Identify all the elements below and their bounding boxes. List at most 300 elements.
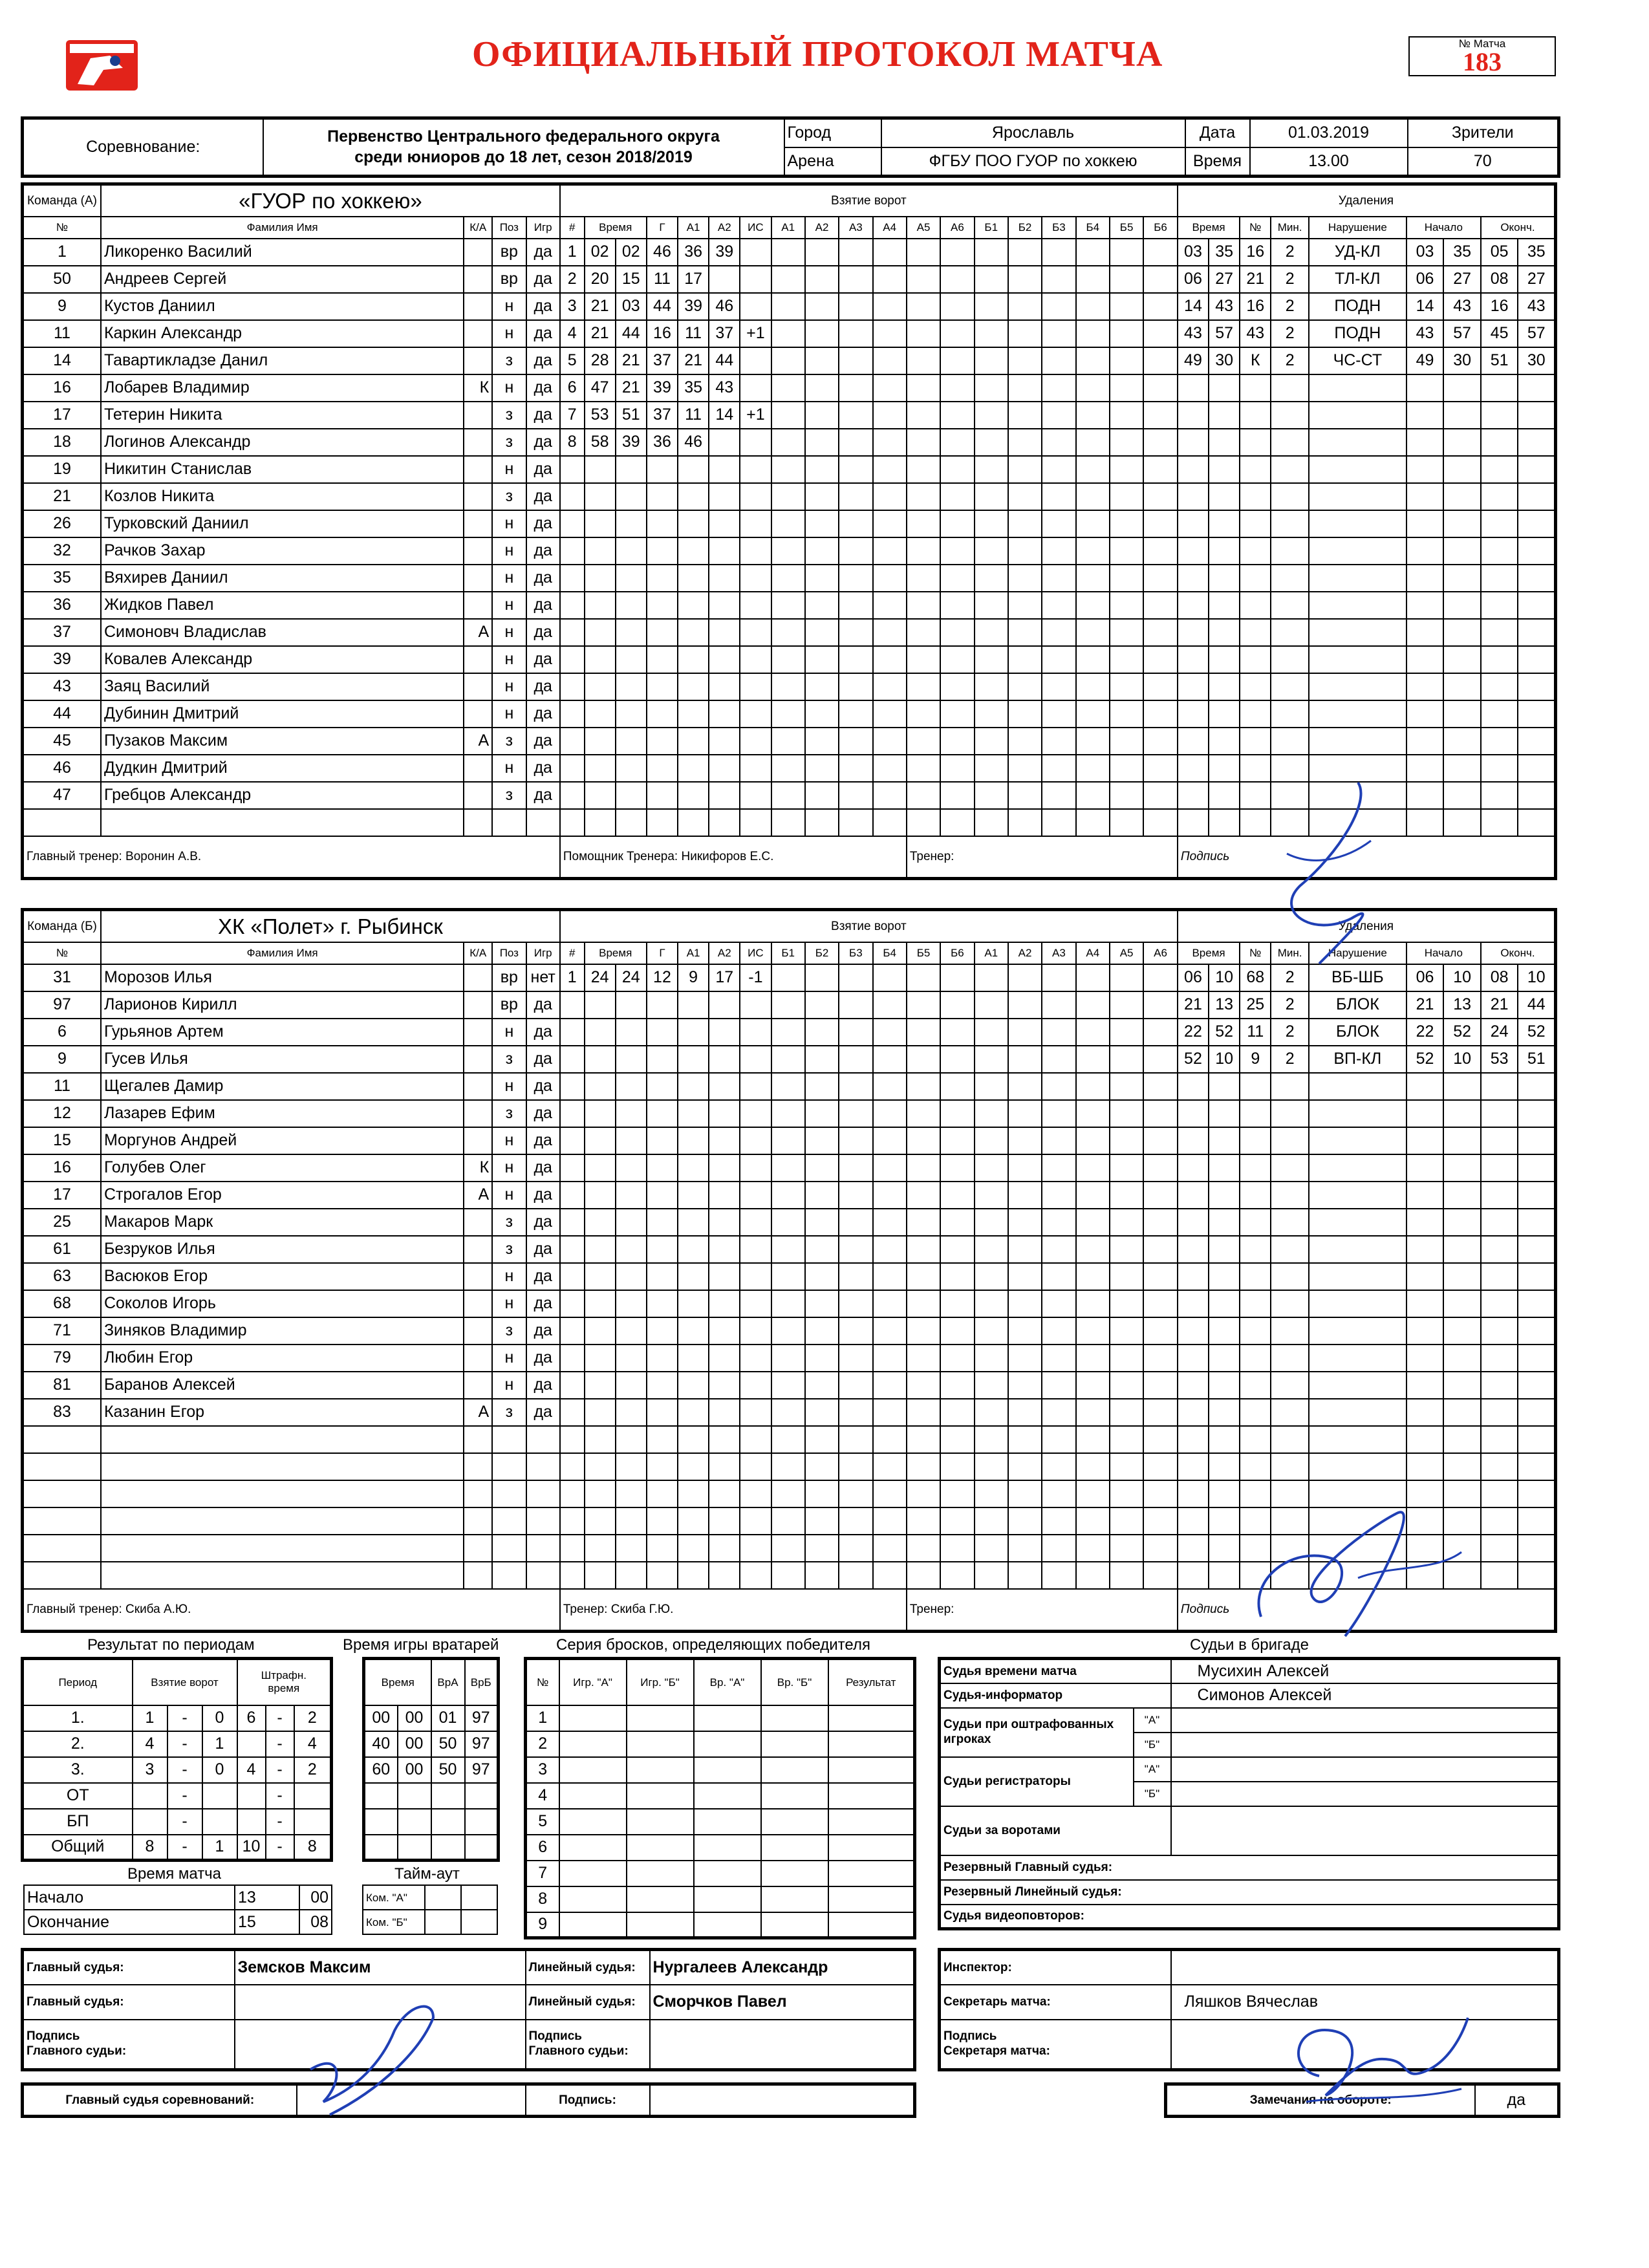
pen-violation: [1309, 1399, 1406, 1426]
onice-cell: [771, 646, 805, 673]
onice-cell: [1008, 456, 1042, 483]
pen-min: [1178, 429, 1209, 456]
pen-violation: [1309, 1453, 1406, 1480]
onice-cell: [1110, 1317, 1143, 1345]
onice-cell: [771, 700, 805, 728]
player-name: Заяц Василий: [101, 673, 464, 700]
onice-cell: [975, 347, 1008, 374]
onice-cell: [940, 266, 974, 293]
player-name: Андреев Сергей: [101, 266, 464, 293]
onice-cell: [1042, 1209, 1075, 1236]
onice-cell: [839, 728, 872, 755]
pen-player: [1240, 402, 1271, 429]
pen-player: [1240, 510, 1271, 537]
goal-assist-2: 44: [709, 347, 740, 374]
date-label: Дата: [1185, 118, 1250, 147]
onice-cell: [1042, 239, 1075, 266]
goal-scorer: [647, 1535, 678, 1562]
onice-cell: [1076, 320, 1110, 347]
onice-cell: [975, 673, 1008, 700]
onice-cell: [1143, 1019, 1178, 1046]
goal-scorer: [647, 619, 678, 646]
onice-cell: [1110, 1290, 1143, 1317]
pen-start-min: 52: [1406, 1046, 1444, 1073]
onice-cell: [975, 239, 1008, 266]
pen-minutes: [1271, 592, 1309, 619]
player-position: [492, 1535, 526, 1562]
onice-cell: [873, 1317, 907, 1345]
end-hours: 15: [235, 1910, 299, 1934]
player-position: н: [492, 1372, 526, 1399]
onice-cell: [975, 1100, 1008, 1127]
onice-cell: [1076, 483, 1110, 510]
pen-player: [1240, 728, 1271, 755]
goal-situation: [740, 456, 771, 483]
end-label: Окончание: [24, 1910, 235, 1934]
onice-cell: [907, 700, 940, 728]
player-position: н: [492, 1290, 526, 1317]
onice-cell: [873, 619, 907, 646]
goal-assist-2: 17: [709, 964, 740, 991]
goal-assist-2: [709, 1317, 740, 1345]
onice-cell: [907, 374, 940, 402]
pen-start-min: [1406, 1127, 1444, 1154]
pen-violation: ЧС-СТ: [1309, 347, 1406, 374]
player-number: 83: [23, 1399, 101, 1426]
pen-start-sec: [1443, 700, 1481, 728]
reserve-line-label: Резервный Линейный судья:: [940, 1880, 1559, 1905]
onice-cell: [1076, 673, 1110, 700]
pen-start-min: [1406, 728, 1444, 755]
pen-min: [1178, 1182, 1209, 1209]
gk-cell: 01: [431, 1705, 465, 1731]
col-pen-min: Мин.: [1271, 942, 1309, 964]
onice-cell: [975, 320, 1008, 347]
pen-sec: [1209, 402, 1240, 429]
onice-cell: [771, 1345, 805, 1372]
onice-cell: [1008, 1345, 1042, 1372]
gk-cell: 00: [398, 1731, 431, 1757]
player-role: [464, 646, 492, 673]
onice-cell: [940, 755, 974, 782]
pen-start-sec: [1443, 1182, 1481, 1209]
pen-end-min: [1481, 728, 1518, 755]
goal-sec: [616, 700, 647, 728]
onice-cell: [1008, 673, 1042, 700]
pen-min: 22: [1178, 1019, 1209, 1046]
onice-cell: [940, 537, 974, 565]
player-played: да: [526, 1209, 560, 1236]
goal-min: [585, 1399, 616, 1426]
pen-min: [1178, 782, 1209, 809]
onice-cell: [839, 293, 872, 320]
onice-cell: [839, 1182, 872, 1209]
goal-min: 24: [585, 964, 616, 991]
shootout-number: 9: [526, 1912, 559, 1938]
onice-cell: [975, 1399, 1008, 1426]
period-goals-a: [133, 1783, 167, 1809]
onice-cell: [1110, 402, 1143, 429]
player-role: [464, 510, 492, 537]
pen-sec: [1209, 728, 1240, 755]
onice-cell: [975, 1535, 1008, 1562]
time-label: Время: [1185, 147, 1250, 177]
goal-situation: [740, 1236, 771, 1263]
pen-start-min: [1406, 510, 1444, 537]
pen-end-sec: [1518, 1372, 1555, 1399]
goal-assist-1: 11: [678, 320, 709, 347]
qa: "А": [1134, 1757, 1171, 1782]
pen-min: 06: [1178, 964, 1209, 991]
pen-end-sec: [1518, 483, 1555, 510]
pen-end-min: [1481, 1073, 1518, 1100]
pen-end-sec: [1518, 1453, 1555, 1480]
onice-cell: [1110, 239, 1143, 266]
goalie-time-table: [362, 1657, 500, 1862]
onice-cell: [839, 991, 872, 1019]
player-name: Ларионов Кирилл: [101, 991, 464, 1019]
pen-min: [1178, 809, 1209, 836]
player-name: [101, 1480, 464, 1507]
goal-situation: [740, 1399, 771, 1426]
time: 13.00: [1250, 147, 1408, 177]
onice-cell: [1042, 347, 1075, 374]
goal-assist-1: [678, 1317, 709, 1345]
onice-cell: [940, 809, 974, 836]
onice-cell: [1110, 266, 1143, 293]
onice-cell: [839, 1480, 872, 1507]
onice-cell: [771, 1399, 805, 1426]
pen-min: [1178, 619, 1209, 646]
goal-situation: [740, 1100, 771, 1127]
onice-cell: [839, 964, 872, 991]
player-name: Щегалев Дамир: [101, 1073, 464, 1100]
onice-cell: [805, 592, 839, 619]
onice-cell: [771, 293, 805, 320]
pen-end-min: [1481, 755, 1518, 782]
pen-end-min: [1481, 592, 1518, 619]
player-played: да: [526, 1100, 560, 1127]
pen-minutes: [1271, 1426, 1309, 1453]
player-number: [23, 1562, 101, 1589]
onice-cell: [873, 755, 907, 782]
pen-min: [1178, 483, 1209, 510]
onice-cell: [805, 347, 839, 374]
onice-cell: [873, 1372, 907, 1399]
onice-cell: [907, 1290, 940, 1317]
pen-start-sec: [1443, 1399, 1481, 1426]
onice-cell: [805, 755, 839, 782]
goal-assist-2: [709, 1290, 740, 1317]
goalie-time-title: Время игры вратарей: [343, 1636, 499, 1654]
player-name: Гребцов Александр: [101, 782, 464, 809]
onice-cell: [1008, 1100, 1042, 1127]
onice-cell: [873, 1100, 907, 1127]
player-played: да: [526, 1236, 560, 1263]
gk-cell: 00: [364, 1705, 398, 1731]
onice-cell: [907, 293, 940, 320]
player-number: [23, 809, 101, 836]
goal-scorer: [647, 1372, 678, 1399]
player-played: да: [526, 991, 560, 1019]
pen-start-min: 43: [1406, 320, 1444, 347]
player-name: Лазарев Ефим: [101, 1100, 464, 1127]
pen-sec: [1209, 1345, 1240, 1372]
goal-sec: [616, 1182, 647, 1209]
onice-cell: [839, 483, 872, 510]
player-number: 14: [23, 347, 101, 374]
player-played: да: [526, 510, 560, 537]
gk-cell: 97: [465, 1757, 499, 1783]
pen-sec: [1209, 809, 1240, 836]
onice-cell: [1110, 1236, 1143, 1263]
pen-end-sec: [1518, 700, 1555, 728]
player-played: да: [526, 619, 560, 646]
goal-min: [585, 1372, 616, 1399]
goal-scorer: 46: [647, 239, 678, 266]
pen-player: [1240, 700, 1271, 728]
onice-cell: [907, 510, 940, 537]
pen-minutes: [1271, 1290, 1309, 1317]
pen-start-min: [1406, 456, 1444, 483]
player-played: да: [526, 1399, 560, 1426]
player-number: 9: [23, 1046, 101, 1073]
goal-assist-2: [709, 537, 740, 565]
onice-cell: [1076, 755, 1110, 782]
pen-violation: [1309, 374, 1406, 402]
gk-cell: [431, 1809, 465, 1835]
onice-cell: [940, 1236, 974, 1263]
player-number: 68: [23, 1290, 101, 1317]
onice-cell: [1143, 483, 1178, 510]
goal-min: [585, 1480, 616, 1507]
onice-cell: [1008, 266, 1042, 293]
comp-ref-label: Главный судья соревнований:: [23, 2084, 297, 2117]
goal-min: [585, 1046, 616, 1073]
player-name: Логинов Александр: [101, 429, 464, 456]
onice-cell: [1110, 1345, 1143, 1372]
onice-cell: [1042, 782, 1075, 809]
pen-violation: [1309, 1127, 1406, 1154]
onice-cell: [1042, 402, 1075, 429]
player-number: 71: [23, 1317, 101, 1345]
player-position: н: [492, 592, 526, 619]
goal-number: [560, 1209, 585, 1236]
onice-cell: [1110, 646, 1143, 673]
goal-situation: [740, 1290, 771, 1317]
player-role: К: [464, 374, 492, 402]
player-number: 11: [23, 320, 101, 347]
onice-cell: [1008, 728, 1042, 755]
onice-cell: [975, 755, 1008, 782]
player-position: з: [492, 1046, 526, 1073]
pen-start-sec: [1443, 1372, 1481, 1399]
goal-scorer: [647, 1317, 678, 1345]
goal-situation: [740, 483, 771, 510]
pen-start-sec: [1443, 673, 1481, 700]
onice-cell: [1143, 1100, 1178, 1127]
player-role: [464, 964, 492, 991]
player-number: 12: [23, 1100, 101, 1127]
goal-assist-1: [678, 646, 709, 673]
col-goal-no: #: [560, 942, 585, 964]
onice-cell: [873, 1236, 907, 1263]
player-name: Турковский Даниил: [101, 510, 464, 537]
onice-cell: [873, 1507, 907, 1535]
pen-min: [1178, 755, 1209, 782]
onice-cell: [907, 592, 940, 619]
onice-cell: [1110, 700, 1143, 728]
onice-cell: [839, 374, 872, 402]
onice-cell: [771, 991, 805, 1019]
onice-cell: [940, 782, 974, 809]
pen-end-sec: [1518, 755, 1555, 782]
pen-end-sec: [1518, 1073, 1555, 1100]
gk-cell: [364, 1783, 398, 1809]
player-position: н: [492, 456, 526, 483]
onice-cell: [771, 782, 805, 809]
pen-violation: [1309, 592, 1406, 619]
pen-end-min: [1481, 1182, 1518, 1209]
onice-cell: [940, 728, 974, 755]
col-igr: Игр: [526, 217, 560, 239]
onice-cell: [1143, 592, 1178, 619]
period-pen-b: [294, 1809, 332, 1835]
col-onice: Б2: [1008, 217, 1042, 239]
period-goals-b: 0: [202, 1757, 237, 1783]
player-position: н: [492, 1263, 526, 1290]
goal-assist-1: [678, 510, 709, 537]
player-position: н: [492, 293, 526, 320]
player-played: да: [526, 1345, 560, 1372]
pen-end-min: 21: [1481, 991, 1518, 1019]
onice-cell: [1076, 1562, 1110, 1589]
onice-cell: [940, 1562, 974, 1589]
onice-cell: [907, 991, 940, 1019]
pen-sec: [1209, 782, 1240, 809]
onice-cell: [1110, 1019, 1143, 1046]
main-ref-label: Главный судья:: [23, 1950, 235, 1985]
goal-number: [560, 1019, 585, 1046]
pen-minutes: [1271, 1209, 1309, 1236]
col-onice: А4: [873, 217, 907, 239]
onice-cell: [907, 1236, 940, 1263]
onice-cell: [940, 1372, 974, 1399]
player-played: [526, 1562, 560, 1589]
pen-start-sec: [1443, 592, 1481, 619]
onice-cell: [839, 1535, 872, 1562]
onice-cell: [771, 1426, 805, 1453]
goal-min: 58: [585, 429, 616, 456]
onice-cell: [1008, 1182, 1042, 1209]
pen-minutes: [1271, 1073, 1309, 1100]
onice-cell: [975, 483, 1008, 510]
player-name: Баранов Алексей: [101, 1372, 464, 1399]
goal-assist-1: [678, 809, 709, 836]
onice-cell: [839, 782, 872, 809]
pen-start-min: [1406, 1453, 1444, 1480]
onice-cell: [1042, 1127, 1075, 1154]
player-role: [464, 782, 492, 809]
onice-cell: [771, 320, 805, 347]
pen-violation: ВБ-ШБ: [1309, 964, 1406, 991]
period-goals-a: 3: [133, 1757, 167, 1783]
goal-sec: 21: [616, 374, 647, 402]
pen-violation: [1309, 1290, 1406, 1317]
pen-min: [1178, 402, 1209, 429]
pen-sec: [1209, 1182, 1240, 1209]
period-sep: -: [167, 1783, 202, 1809]
goal-min: 21: [585, 293, 616, 320]
period-sep: -: [167, 1835, 202, 1861]
player-position: з: [492, 347, 526, 374]
onice-cell: [1076, 510, 1110, 537]
pen-end-sec: 57: [1518, 320, 1555, 347]
onice-cell: [805, 1073, 839, 1100]
pen-sec: [1209, 537, 1240, 565]
goal-number: 8: [560, 429, 585, 456]
pen-min: 06: [1178, 266, 1209, 293]
pen-end-sec: 30: [1518, 347, 1555, 374]
onice-cell: [873, 456, 907, 483]
col-pen-start: Начало: [1406, 217, 1481, 239]
head-coach: Главный тренер: Воронин А.В.: [23, 836, 560, 879]
player-name: Пузаков Максим: [101, 728, 464, 755]
period-goals-a: [133, 1809, 167, 1835]
goal-assist-1: [678, 537, 709, 565]
player-played: да: [526, 239, 560, 266]
player-position: [492, 1562, 526, 1589]
onice-cell: [1042, 1535, 1075, 1562]
goal-number: [560, 1317, 585, 1345]
onice-cell: [771, 347, 805, 374]
onice-cell: [975, 402, 1008, 429]
goal-scorer: [647, 673, 678, 700]
pen-start-min: [1406, 592, 1444, 619]
pen-violation: [1309, 1100, 1406, 1127]
goal-min: 02: [585, 239, 616, 266]
onice-cell: [805, 293, 839, 320]
onice-cell: [839, 347, 872, 374]
pen-player: 16: [1240, 239, 1271, 266]
pen-violation: [1309, 728, 1406, 755]
goal-min: [585, 565, 616, 592]
pen-sec: [1209, 592, 1240, 619]
goal-assist-1: [678, 1399, 709, 1426]
onice-cell: [1110, 728, 1143, 755]
pen-end-sec: [1518, 619, 1555, 646]
onice-cell: [839, 1317, 872, 1345]
goal-assist-1: [678, 1209, 709, 1236]
goal-sec: 03: [616, 293, 647, 320]
col-onice: Б3: [839, 942, 872, 964]
onice-cell: [1042, 537, 1075, 565]
pen-player: [1240, 1182, 1271, 1209]
onice-cell: [1143, 1453, 1178, 1480]
period-pen-a: 10: [237, 1835, 266, 1861]
goal-assist-2: [709, 429, 740, 456]
onice-cell: [839, 1453, 872, 1480]
pen-start-min: [1406, 1182, 1444, 1209]
pen-start-sec: [1443, 1209, 1481, 1236]
pen-violation: УД-КЛ: [1309, 239, 1406, 266]
period-goals-b: 0: [202, 1705, 237, 1731]
player-name: Голубев Олег: [101, 1154, 464, 1182]
goal-min: [585, 1426, 616, 1453]
gk-cell: [465, 1809, 499, 1835]
pen-end-min: [1481, 1453, 1518, 1480]
goal-sec: [616, 728, 647, 755]
